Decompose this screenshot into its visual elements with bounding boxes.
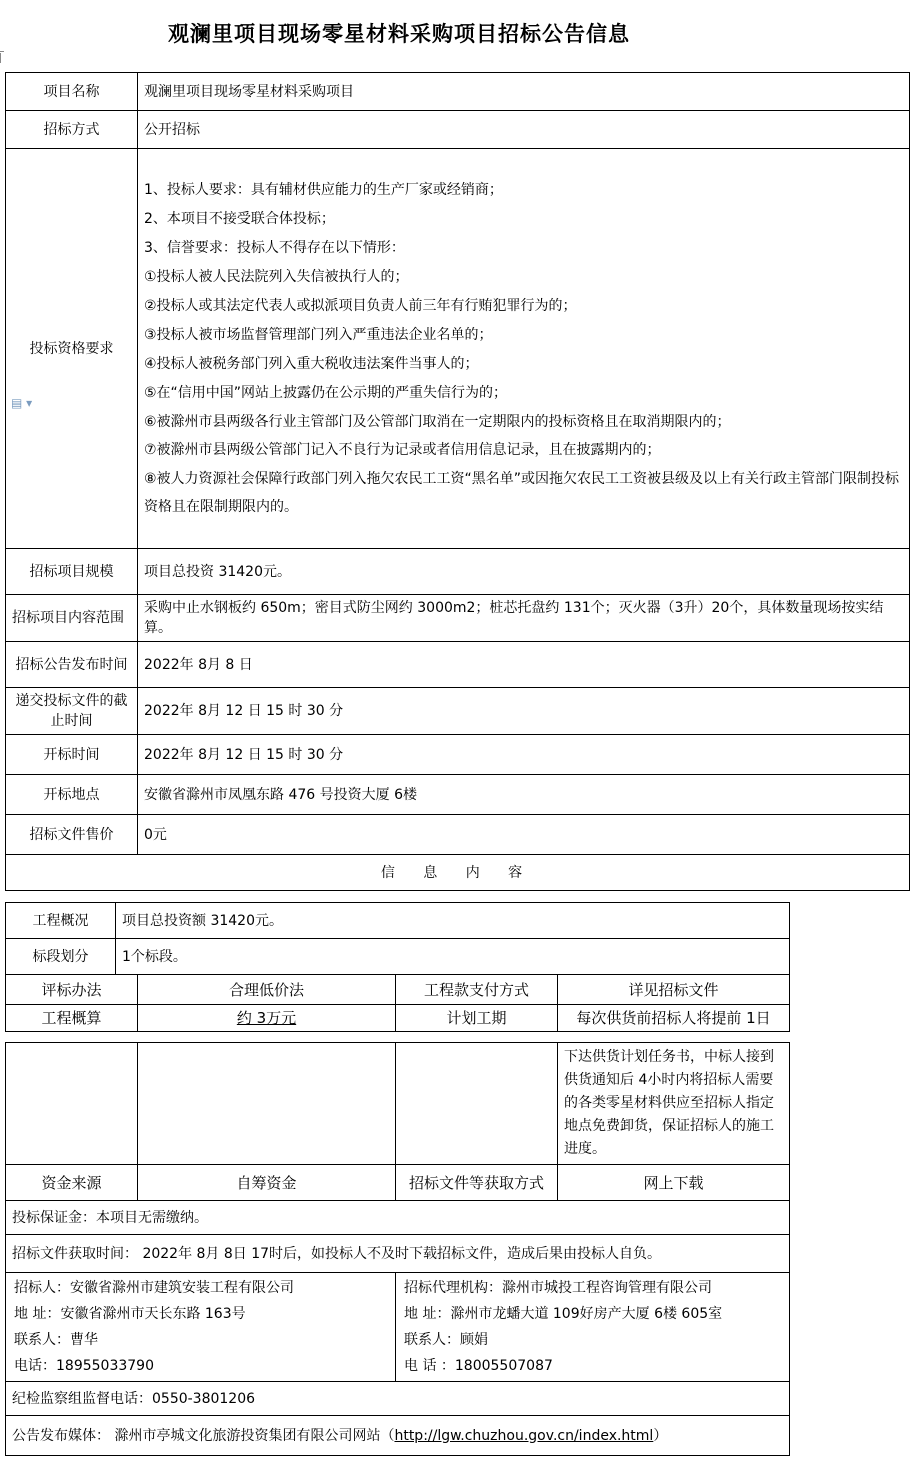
qual-item: ⑥被滁州市县两级各行业主管部门及公管部门取消在一定期限内的投标资格且在取消期限内的；: [144, 414, 731, 430]
qualification-list: [138, 149, 910, 549]
qual-item: ①投标人被人民法院列入失信被执行人的；: [144, 269, 409, 285]
get-label: 招标文件等获取方式: [396, 1165, 558, 1201]
plan-continuation: 下达供货计划任务书，中标人接到供货通知后 4小时内将招标人需要的各类零星材料供应至招标人指定地点免费卸货，保证招标人的施工进度。: [558, 1043, 790, 1165]
tenderer-address: 地 址：安徽省滁州市天长东路 163号: [14, 1306, 246, 1322]
agent-info: [396, 1273, 790, 1382]
tenderer-info: [6, 1273, 396, 1382]
eval-label: 评标办法: [6, 975, 138, 1005]
blank-cell: [138, 1043, 396, 1165]
section-label: 标段划分: [6, 939, 116, 975]
info-header: 信 息 内 容: [6, 855, 910, 891]
tenderer-contact: 联系人：曹华: [14, 1332, 98, 1348]
scope-label: 招标项目内容范围: [6, 595, 138, 642]
qual-item: ④投标人被税务部门列入重大税收违法案件当事人的；: [144, 356, 479, 372]
scale-value: 项目总投资 31420元。: [138, 549, 910, 595]
budget-value: 约 3万元: [138, 1005, 396, 1032]
pay-value: 详见招标文件: [558, 975, 790, 1005]
qual-item: ③投标人被市场监督管理部门列入严重违法企业名单的；: [144, 327, 493, 343]
agent-contact: 联系人：顾娟: [404, 1332, 488, 1348]
eval-table: [5, 974, 790, 1032]
qualification-label: 投标资格要求: [6, 149, 138, 549]
price-label: 招标文件售价: [6, 815, 138, 855]
plan-value: 每次供货前招标人将提前 1日: [558, 1005, 790, 1032]
doc-time: 招标文件获取时间： 2022年 8月 8日 17时后，如投标人不及时下载招标文件，造成后果由投标人自负。: [6, 1235, 790, 1273]
document-icon[interactable]: ▤ ▾: [11, 396, 33, 410]
main-table: [5, 72, 910, 891]
project-name-label: 项目名称: [6, 73, 138, 111]
open-place: 安徽省滁州市凤凰东路 476 号投资大厦 6楼: [138, 775, 910, 815]
media-link[interactable]: http://lgw.chuzhou.gov.cn/index.html: [394, 1427, 654, 1444]
qual-item: ⑧被人力资源社会保障行政部门列入拖欠农民工工资“黑名单”或因拖欠农民工工资被县级及以上有关行政主管部门限制投标资格且在限制期限内的。: [144, 471, 900, 515]
budget-label: 工程概算: [6, 1005, 138, 1032]
supervise-phone: 纪检监察组监督电话：0550-3801206: [6, 1382, 790, 1416]
publish-time-label: 招标公告发布时间: [6, 642, 138, 688]
info-table: [5, 902, 790, 975]
price-value: 0元: [138, 815, 910, 855]
media-row: [6, 1416, 790, 1456]
corner-mark-2: [0, 53, 1, 63]
agent-name: 招标代理机构：滁州市城投工程咨询管理有限公司: [404, 1280, 712, 1296]
project-name: 观澜里项目现场零星材料采购项目: [138, 73, 910, 111]
pay-label: 工程款支付方式: [396, 975, 558, 1005]
qual-item: ⑦被滁州市县两级公管部门记入不良行为记录或者信用信息记录，且在披露期内的；: [144, 442, 661, 458]
fund-value: 自筹资金: [138, 1165, 396, 1201]
open-time: 2022年 8月 12 日 15 时 30 分: [138, 735, 910, 775]
qual-item: ②投标人或其法定代表人或拟派项目负责人前三年有行贿犯罪行为的；: [144, 298, 577, 314]
section-value: 1个标段。: [116, 939, 790, 975]
deadline-value: 2022年 8月 12 日 15 时 30 分: [138, 688, 910, 735]
publish-time: 2022年 8月 8 日: [138, 642, 910, 688]
corner-mark: [0, 51, 4, 52]
page-title: 观澜里项目现场零星材料采购项目招标公告信息: [168, 22, 630, 46]
plan-label: 计划工期: [396, 1005, 558, 1032]
tenderer-name: 招标人：安徽省滁州市建筑安装工程有限公司: [14, 1280, 294, 1296]
agent-address: 地 址：滁州市龙蟠大道 109好房产大厦 6楼 605室: [404, 1306, 723, 1322]
qual-item: 2、本项目不接受联合体投标；: [144, 211, 335, 227]
tenderer-phone: 电话：18955033790: [14, 1358, 154, 1374]
blank-cell: [396, 1043, 558, 1165]
media-label: 公告发布媒体： 滁州市亭城文化旅游投资集团有限公司网站（: [12, 1427, 395, 1444]
second-table: [5, 1042, 790, 1456]
method-value: 公开招标: [138, 111, 910, 149]
scope-value: 采购中止水钢板约 650m；密目式防尘网约 3000m2；桩芯托盘约 131个；灭火器（3升）20个，具体数量现场按实结算。: [138, 595, 910, 642]
qual-item: 3、信誉要求：投标人不得存在以下情形：: [144, 240, 405, 256]
method-label: 招标方式: [6, 111, 138, 149]
qual-item: ⑤在“信用中国”网站上披露仍在公示期的严重失信行为的；: [144, 385, 508, 401]
open-place-label: 开标地点: [6, 775, 138, 815]
media-end: ）: [653, 1427, 668, 1444]
overview-label: 工程概况: [6, 903, 116, 939]
overview-value: 项目总投资额 31420元。: [116, 903, 790, 939]
get-value: 网上下载: [558, 1165, 790, 1201]
fund-label: 资金来源: [6, 1165, 138, 1201]
blank-cell: [6, 1043, 138, 1165]
deposit: 投标保证金：本项目无需缴纳。: [6, 1201, 790, 1235]
scale-label: 招标项目规模: [6, 549, 138, 595]
eval-value: 合理低价法: [138, 975, 396, 1005]
deadline-label: 递交投标文件的截止时间: [6, 688, 138, 735]
qual-item: 1、投标人要求：具有辅材供应能力的生产厂家或经销商；: [144, 182, 503, 198]
open-time-label: 开标时间: [6, 735, 138, 775]
agent-phone: 电 话 ：18005507087: [404, 1358, 553, 1374]
